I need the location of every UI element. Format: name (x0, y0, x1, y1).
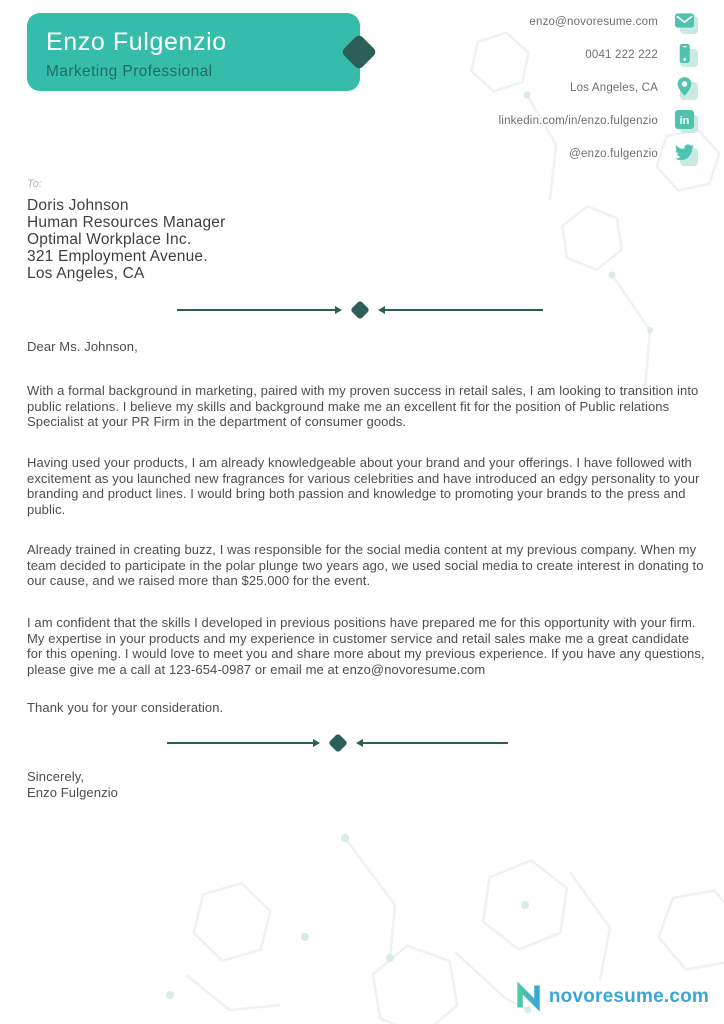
person-name: Enzo Fulgenzio (46, 28, 227, 56)
contact-item-location[interactable] (499, 76, 698, 100)
letter-paragraph: With a formal background in marketing, paired with my proven success in retail sales, I am looking to transition into public relations. I believe my skills and background make me an excellent fit for the position of Public relations Specialist at your PR Firm in the department of consumer goods. (27, 383, 699, 429)
closing-line: Thank you for your consideration. (27, 700, 224, 715)
location-text: Los Angeles, CA (569, 82, 658, 94)
signoff-word: Sincerely, (27, 769, 85, 784)
salutation: Dear Ms. Johnson, (27, 339, 138, 354)
novoresume-n-icon (515, 982, 542, 1011)
person-job-title: Marketing Professional (46, 63, 213, 80)
letter-paragraph: I am confident that the skills I developed in previous positions have prepared me for this opportunity with your firm. My expertise in your products and my experience in customer service and retail sales make me a great candidate for this opening. I would love to meet you and share more about my previous experience. If you have any questions, please give me a call at 123-654-0987 or email me at enzo@novoresume.com (27, 615, 705, 677)
linkedin-icon (674, 109, 698, 133)
signoff-block (27, 769, 705, 800)
contact-item-twitter[interactable] (499, 142, 698, 166)
arrow-right-icon (335, 306, 342, 314)
to-label: To: (27, 178, 42, 190)
email-icon (674, 10, 698, 34)
twitter-handle: @enzo.fulgenzio (569, 148, 658, 160)
section-divider-bottom (167, 735, 508, 751)
brand-name: novoresume.com (548, 985, 709, 1007)
contact-item-email[interactable] (499, 10, 698, 34)
letter-paragraph: Having used your products, I am already knowledgeable about your brand and your offerings. I have followed with excitement as you launched new fragrances for various celebrities and have introduced an edgy personality to your branding and product lines. I would bring both passion and knowledge to promoting your brands to the press and public. (27, 455, 700, 517)
recipient-job-title: Human Resources Manager (27, 214, 226, 231)
twitter-icon (674, 142, 698, 166)
recipient-name: Doris Johnson (27, 197, 129, 214)
header-name-card (27, 13, 360, 91)
location-icon (674, 76, 698, 100)
arrow-left-icon (378, 306, 385, 314)
phone-number: 0041 222 222 (585, 49, 658, 61)
recipient-address: 321 Employment Avenue. (27, 248, 208, 265)
signature-name: Enzo Fulgenzio (27, 784, 119, 800)
letter-paragraph: Already trained in creating buzz, I was responsible for the social media content at my previous company. When my team decided to participate in the polar plunge two years ago, we used social media to create interest in donating to our cause, and we raised more than $25.000 for the event. (27, 542, 704, 588)
linkedin-url: linkedin.com/in/enzo.fulgenzio (498, 115, 658, 127)
diamond-ornament (350, 300, 370, 320)
svg-text:in: in (679, 114, 690, 127)
arrow-left-icon (356, 739, 363, 747)
diamond-ornament (328, 733, 348, 753)
recipient-block (27, 178, 225, 282)
contact-item-linkedin[interactable] (499, 109, 698, 133)
recipient-company: Optimal Workplace Inc. (27, 231, 192, 248)
contact-info-list (499, 10, 698, 175)
contact-item-phone[interactable] (499, 43, 698, 67)
recipient-city: Los Angeles, CA (27, 265, 145, 282)
phone-icon (674, 43, 698, 67)
brand-logo[interactable] (515, 982, 709, 1011)
arrow-right-icon (313, 739, 320, 747)
email-address: enzo@novoresume.com (529, 16, 658, 28)
section-divider-top (177, 302, 543, 318)
